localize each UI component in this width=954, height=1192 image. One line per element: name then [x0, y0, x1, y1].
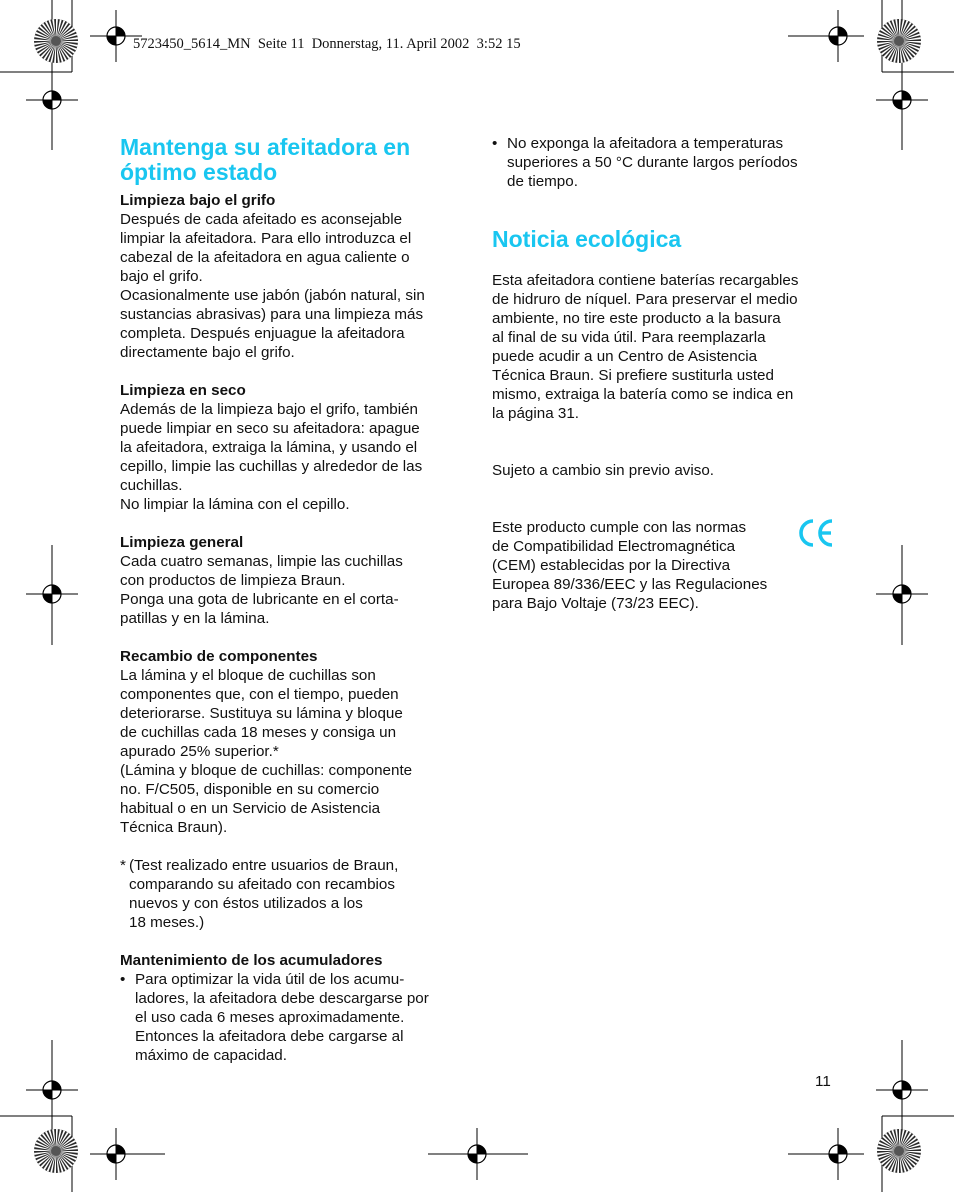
- text-line: de Compatibilidad Electromagnética: [492, 538, 736, 555]
- change-notice: Sujeto a cambio sin previo aviso.: [492, 462, 715, 479]
- text-line: cepillo, limpie las cuchillas y alrededor de las: [120, 458, 423, 475]
- heading-dry-cleaning: Limpieza en seco: [120, 382, 246, 399]
- text-line: Ponga una gota de lubricante en el corta-: [120, 591, 399, 608]
- text-line: no. F/C505, disponible en su comercio: [120, 781, 380, 798]
- section-title-maintenance: Mantenga su afeitadora en óptimo estado: [120, 134, 411, 185]
- text-line: La lámina y el bloque de cuchillas son: [120, 667, 376, 684]
- text-line: al final de su vida útil. Para reemplazarla: [492, 329, 766, 346]
- text-line: comparando su afeitado con recambios: [129, 876, 395, 893]
- print-slug: 5723450_5614_MN Seite 11 Donnerstag, 11. April 2002 3:52 15: [133, 36, 521, 52]
- text-line: No exponga la afeitadora a temperaturas: [507, 135, 784, 152]
- text-line: Entonces la afeitadora debe cargarse al: [135, 1028, 404, 1045]
- rosette-icon: [33, 1128, 79, 1174]
- text-line: sustancias abrasivas) para una limpieza más: [120, 306, 424, 323]
- text-line: (Lámina y bloque de cuchillas: componente: [120, 762, 413, 779]
- text-line: mismo, extraiga la batería como se indica en: [492, 386, 794, 403]
- rosette-icon: [876, 18, 922, 64]
- text-line: patillas y en la lámina.: [120, 610, 270, 627]
- text-line: de hidruro de níquel. Para preservar el medio: [492, 291, 798, 308]
- text-line: deteriorarse. Sustituya su lámina y bloque: [120, 705, 403, 722]
- section-title-eco-notice: Noticia ecológica: [492, 226, 682, 252]
- text-line: superiores a 50 °C durante largos períodos: [507, 154, 798, 171]
- text-line: Cada cuatro semanas, limpie las cuchillas: [120, 553, 403, 570]
- text-line: de cuchillas cada 18 meses y consiga un: [120, 724, 397, 741]
- text-line: puede acudir a un Centro de Asistencia: [492, 348, 758, 365]
- text-line: con productos de limpieza Braun.: [120, 572, 346, 589]
- heading-battery-maintenance: Mantenimiento de los acumuladores: [120, 952, 383, 969]
- text-line: Para optimizar la vida útil de los acumu-: [135, 971, 405, 988]
- text-line: el uso cada 6 meses aproximadamente.: [135, 1009, 405, 1026]
- text-line: Europea 89/336/EEC y las Regulaciones: [492, 576, 768, 593]
- bullet-marker: •: [120, 971, 126, 988]
- text-line: puede limpiar en seco su afeitadora: apague: [120, 420, 420, 437]
- text-line: ambiente, no tire este producto a la basura: [492, 310, 781, 327]
- text-line: cuchillas.: [120, 477, 183, 494]
- text-line: Esta afeitadora contiene baterías recargables: [492, 272, 799, 289]
- text-line: componentes que, con el tiempo, pueden: [120, 686, 399, 703]
- text-line: directamente bajo el grifo.: [120, 344, 295, 361]
- text-line: Técnica Braun).: [120, 819, 228, 836]
- text-line: No limpiar la lámina con el cepillo.: [120, 496, 350, 513]
- text-line: la afeitadora, extraiga la lámina, y usando el: [120, 439, 418, 456]
- text-line: máximo de capacidad.: [135, 1047, 287, 1064]
- text-line: Además de la limpieza bajo el grifo, también: [120, 401, 419, 418]
- text-line: la página 31.: [492, 405, 579, 422]
- rosette-icon: [876, 1128, 922, 1174]
- text-line: ladores, la afeitadora debe descargarse por: [135, 990, 429, 1007]
- text-line: cabezal de la afeitadora en agua caliente o: [120, 249, 410, 266]
- heading-tap-cleaning: Limpieza bajo el grifo: [120, 192, 276, 209]
- page-number: 11: [815, 1073, 831, 1090]
- text-line: Después de cada afeitado es aconsejable: [120, 211, 403, 228]
- heading-parts-replacement: Recambio de componentes: [120, 648, 318, 665]
- heading-general-cleaning: Limpieza general: [120, 534, 244, 551]
- rosette-icon: [33, 18, 79, 64]
- text-line: Ocasionalmente use jabón (jabón natural, sin: [120, 287, 425, 304]
- text-line: 18 meses.): [129, 914, 205, 931]
- text-line: Este producto cumple con las normas: [492, 519, 747, 536]
- text-line: limpiar la afeitadora. Para ello introduzca el: [120, 230, 412, 247]
- text-line: apurado 25% superior.*: [120, 743, 279, 760]
- text-line: Técnica Braun. Si prefiere sustiturla usted: [492, 367, 774, 384]
- text-line: para Bajo Voltaje (73/23 EEC).: [492, 595, 699, 612]
- text-line: bajo el grifo.: [120, 268, 203, 285]
- text-line: nuevos y con éstos utilizados a los: [129, 895, 363, 912]
- text-line: (Test realizado entre usuarios de Braun,: [129, 857, 399, 874]
- footnote-marker: *: [120, 857, 126, 874]
- text-line: completa. Después enjuague la afeitadora: [120, 325, 405, 342]
- text-line: de tiempo.: [507, 173, 578, 190]
- bullet-marker: •: [492, 135, 498, 152]
- text-line: habitual o en un Servicio de Asistencia: [120, 800, 381, 817]
- text-line: (CEM) establecidas por la Directiva: [492, 557, 731, 574]
